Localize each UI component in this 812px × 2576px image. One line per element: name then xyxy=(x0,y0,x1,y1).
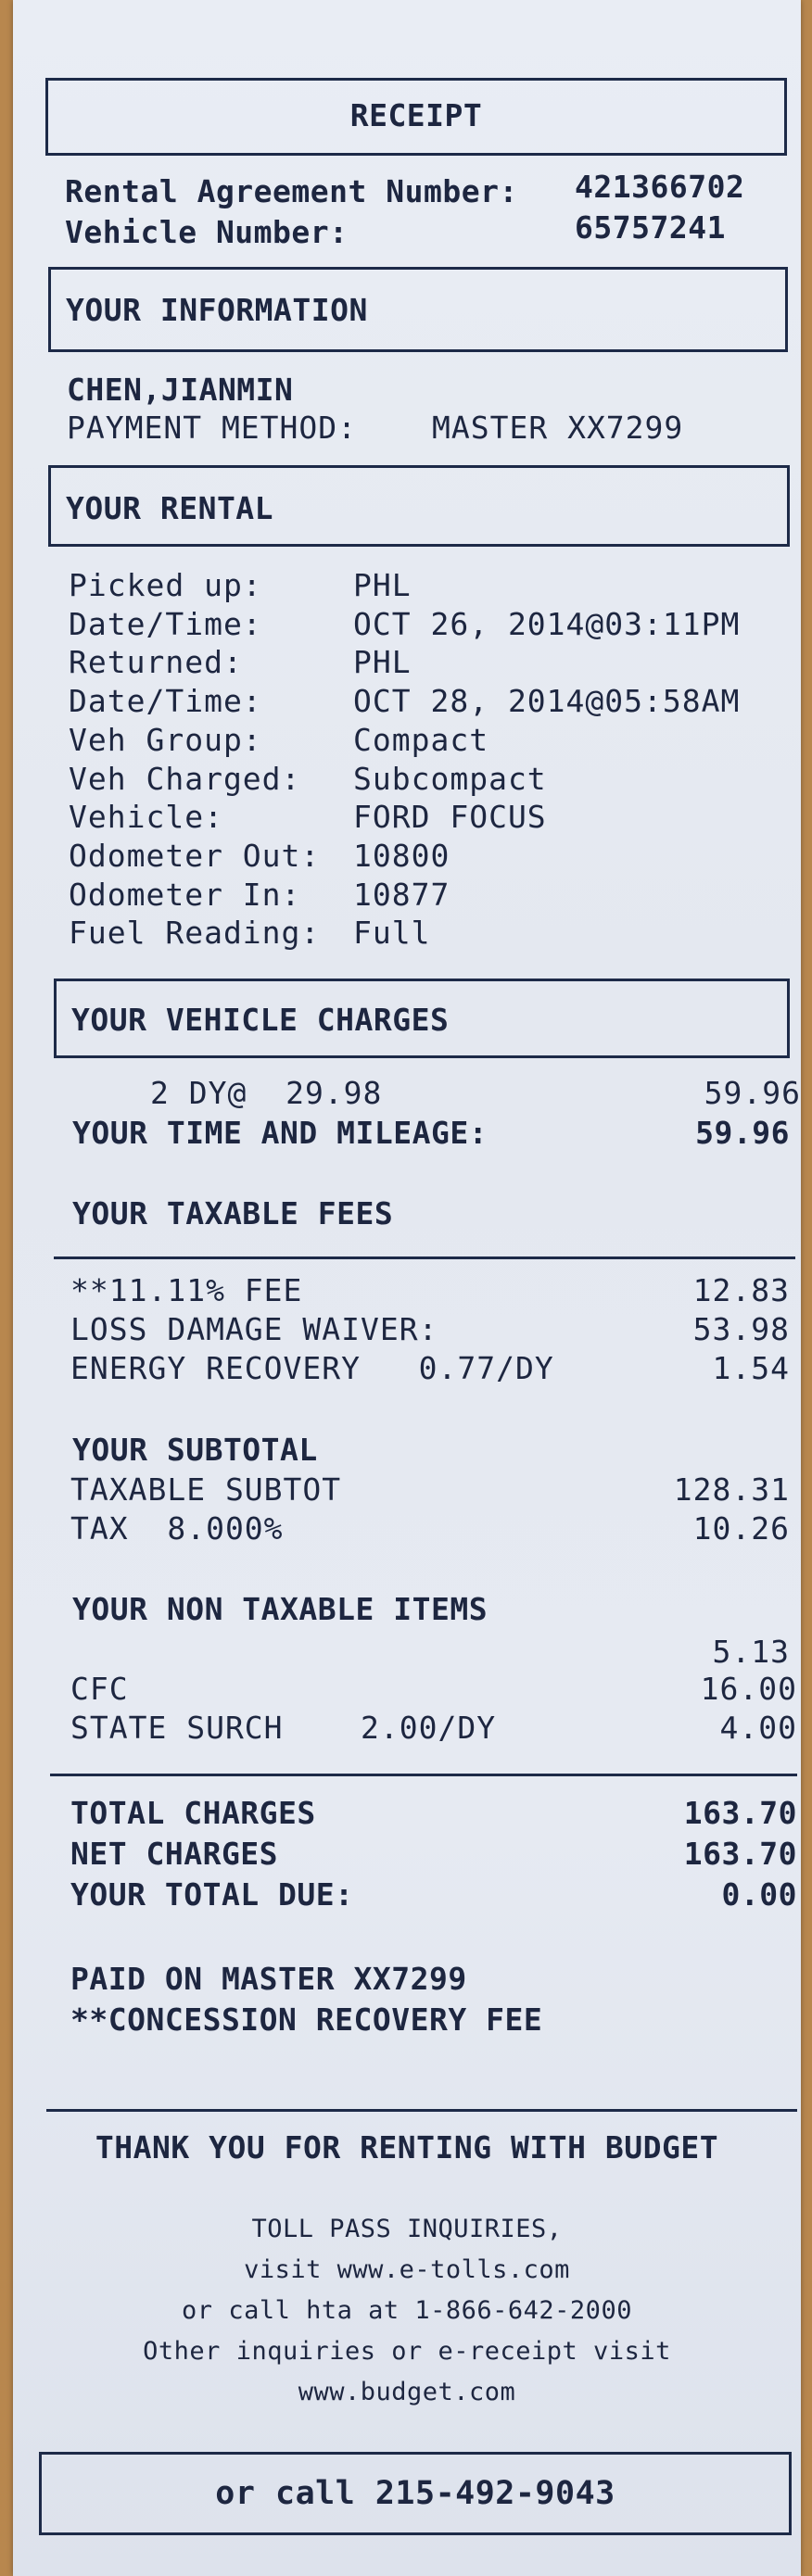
rental-value: 10877 xyxy=(353,876,450,913)
taxable-fees-header: YOUR TAXABLE FEES xyxy=(72,1195,394,1231)
rental-label: Veh Group: xyxy=(69,721,262,758)
subtotal-header: YOUR SUBTOTAL xyxy=(72,1432,318,1468)
total-amount: 163.70 xyxy=(683,1795,797,1831)
fee-label: LOSS DAMAGE WAIVER: xyxy=(70,1311,438,1347)
payment-method-value: MASTER XX7299 xyxy=(432,410,684,446)
receipt-paper xyxy=(13,0,801,2576)
rental-value: PHL xyxy=(353,644,412,681)
your-information-header: YOUR INFORMATION xyxy=(66,292,368,328)
non-taxable-header: YOUR NON TAXABLE ITEMS xyxy=(72,1591,488,1627)
subtotal-label: TAXABLE SUBTOT xyxy=(70,1471,342,1508)
rental-value: OCT 26, 2014@03:11PM xyxy=(353,605,741,642)
fee-amount: 12.83 xyxy=(692,1272,790,1308)
agreement-value: 421366702 xyxy=(575,169,745,205)
call-number: or call 215-492-9043 xyxy=(215,2475,615,2512)
rental-label: Picked up: xyxy=(69,567,262,603)
rental-label: Vehicle: xyxy=(69,799,223,836)
subtotal-amount: 10.26 xyxy=(692,1510,790,1547)
total-label: TOTAL CHARGES xyxy=(70,1795,316,1831)
vehicle-charge-line: 2 DY@ 29.98 xyxy=(150,1075,383,1111)
agreement-label: Rental Agreement Number: xyxy=(65,173,518,209)
fee-amount: 1.54 xyxy=(712,1350,790,1386)
vehicle-number-label: Vehicle Number: xyxy=(65,214,349,250)
vehicle-charge-line-amount: 59.96 xyxy=(704,1075,801,1111)
total-label: YOUR TOTAL DUE: xyxy=(70,1876,354,1913)
call-box xyxy=(39,2452,792,2535)
rental-label: Fuel Reading: xyxy=(69,915,321,952)
total-amount: 0.00 xyxy=(721,1876,797,1913)
footer-rule xyxy=(46,2109,797,2112)
total-label: NET CHARGES xyxy=(70,1836,279,1872)
rental-label: Returned: xyxy=(69,644,243,681)
rental-value: PHL xyxy=(353,567,412,603)
rental-value: FORD FOCUS xyxy=(353,799,547,836)
rental-label: Odometer Out: xyxy=(69,837,321,874)
thank-you: THANK YOU FOR RENTING WITH BUDGET xyxy=(95,2129,719,2166)
footer-line: TOLL PASS INQUIRIES, xyxy=(251,2215,563,2243)
rental-label: Veh Charged: xyxy=(69,760,301,797)
customer-name: CHEN,JIANMIN xyxy=(67,372,294,408)
non-taxable-label: STATE SURCH 2.00/DY xyxy=(70,1710,497,1746)
vehicle-number-value: 65757241 xyxy=(575,209,726,246)
subtotal-label: TAX 8.000% xyxy=(70,1510,284,1547)
vehicle-charges-box xyxy=(54,979,790,1058)
payment-method-label: PAYMENT METHOD: xyxy=(67,410,358,446)
non-taxable-amount: 16.00 xyxy=(700,1671,797,1707)
time-mileage-label: YOUR TIME AND MILEAGE: xyxy=(72,1115,488,1151)
footer-line: visit www.e-tolls.com xyxy=(244,2255,570,2284)
fee-label: **11.11% FEE xyxy=(70,1272,303,1308)
fee-label: ENERGY RECOVERY 0.77/DY xyxy=(70,1350,554,1386)
footer-line: or call hta at 1-866-642-2000 xyxy=(182,2296,632,2325)
rental-value: Compact xyxy=(353,721,489,758)
your-information-box xyxy=(48,267,788,352)
taxable-fees-rule xyxy=(54,1256,795,1259)
totals-rule xyxy=(50,1774,797,1776)
your-rental-box xyxy=(48,465,790,547)
rental-value: OCT 28, 2014@05:58AM xyxy=(353,683,741,720)
footer-line: www.budget.com xyxy=(298,2378,516,2406)
vehicle-charges-header: YOUR VEHICLE CHARGES xyxy=(71,1002,450,1038)
receipt-title: RECEIPT xyxy=(349,97,483,133)
paid-on: PAID ON MASTER XX7299 xyxy=(70,1961,467,1997)
non-taxable-amount: 4.00 xyxy=(719,1710,797,1746)
rental-value: 10800 xyxy=(353,837,450,874)
time-mileage-amount: 59.96 xyxy=(695,1115,790,1151)
rental-label: Date/Time: xyxy=(69,605,262,642)
concession-note: **CONCESSION RECOVERY FEE xyxy=(70,2001,543,2038)
footer-line: Other inquiries or e-receipt visit xyxy=(143,2337,671,2366)
total-amount: 163.70 xyxy=(683,1836,797,1872)
receipt-title-box xyxy=(45,78,787,156)
non-taxable-first-amount: 5.13 xyxy=(712,1634,790,1670)
non-taxable-label: CFC xyxy=(70,1671,129,1707)
your-rental-header: YOUR RENTAL xyxy=(66,490,274,526)
rental-label: Odometer In: xyxy=(69,876,301,913)
subtotal-amount: 128.31 xyxy=(673,1471,790,1508)
rental-value: Subcompact xyxy=(353,760,547,797)
fee-amount: 53.98 xyxy=(692,1311,790,1347)
rental-value: Full xyxy=(353,915,431,952)
rental-label: Date/Time: xyxy=(69,683,262,720)
